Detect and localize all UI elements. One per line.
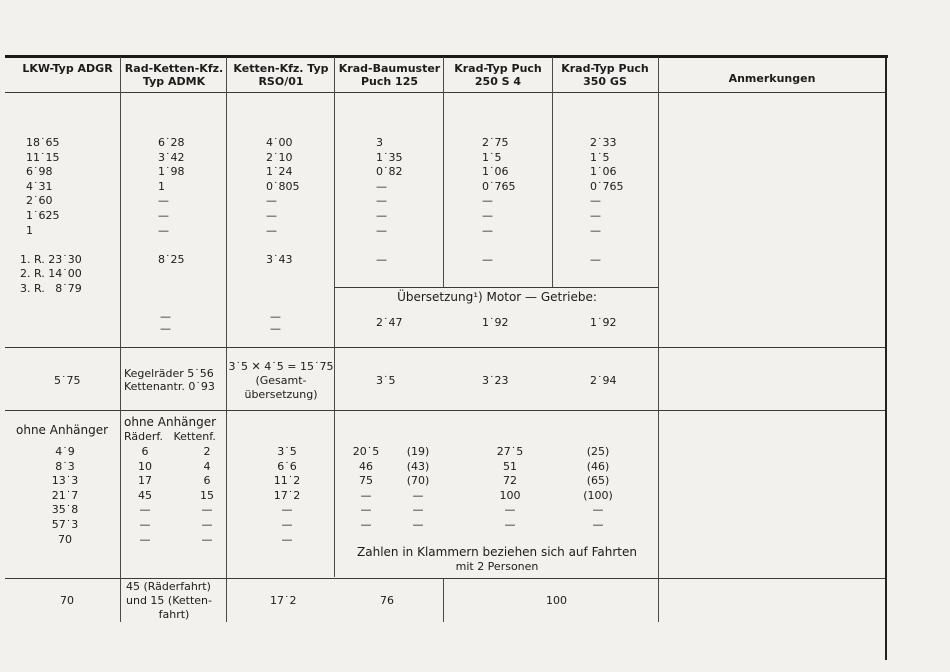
s2-col3-line3: übersetzung) <box>244 388 318 401</box>
header-puch-350: Krad-Typ Puch 350 GS <box>561 62 649 88</box>
cell: 4 <box>203 459 211 473</box>
cell: (25) <box>586 445 610 458</box>
cell: 0˙765 <box>590 179 624 193</box>
header-rad-ketten: Rad-Ketten-Kfz. Typ ADMK <box>124 62 224 88</box>
cell: — <box>376 179 387 193</box>
cell: — <box>266 223 277 237</box>
cell: (100) <box>583 488 613 502</box>
motor-col2-b: — <box>160 322 171 335</box>
s2-col3-line1: 3˙5 ✕ 4˙5 = 15˙75 <box>228 360 334 373</box>
cell: — <box>412 503 424 517</box>
cell: 1˙35 <box>376 150 403 164</box>
cell: 17˙2 <box>273 488 301 502</box>
cell: 15 <box>200 488 214 502</box>
s4-col56: 100 <box>546 594 567 607</box>
s3-col3 <box>262 445 312 547</box>
cell: — <box>201 517 213 531</box>
cell: — <box>281 517 293 531</box>
cell: — <box>201 532 213 546</box>
section1-col3 <box>266 136 316 267</box>
s3-col2b <box>192 445 222 547</box>
cell: — <box>482 194 493 208</box>
header-puch-125: Krad-Baumuster Puch 125 <box>338 62 441 88</box>
cell: 2˙10 <box>266 150 293 164</box>
motor-rule <box>334 287 658 288</box>
cell <box>590 238 640 253</box>
cell: — <box>590 252 601 266</box>
cell: 46 <box>359 459 373 473</box>
s4-col2-line1: 45 (Räderfahrt) <box>126 580 211 593</box>
right-border <box>885 57 887 660</box>
cell: 20˙5 <box>352 445 380 458</box>
cell: 57˙3 <box>51 517 79 531</box>
cell: (70) <box>406 474 430 488</box>
col-divider-3 <box>334 57 335 577</box>
cell: — <box>266 194 277 208</box>
cell: — <box>376 223 387 237</box>
cell: — <box>360 488 372 502</box>
s4-col1: 70 <box>60 594 74 607</box>
cell: 0˙82 <box>376 165 403 179</box>
top-rule <box>5 55 888 58</box>
section4-rule <box>5 578 885 579</box>
cell: 45 <box>138 488 152 502</box>
s3-col4b <box>398 445 438 533</box>
col-divider-5 <box>552 57 553 287</box>
col-divider-2 <box>226 57 227 622</box>
cell: 1 <box>26 223 33 237</box>
cell: 1. R. 23˙30 <box>20 252 82 266</box>
cell: — <box>360 517 372 531</box>
cell: 27˙5 <box>496 445 524 458</box>
cell: — <box>281 532 293 546</box>
cell: (19) <box>406 445 430 458</box>
motor-col6: 1˙92 <box>590 316 617 329</box>
s2-col2-line2: Kettenantr. 0˙93 <box>124 380 215 393</box>
s4-col2-line3: fahrt) <box>158 608 190 621</box>
cell: — <box>158 223 169 237</box>
cell: — <box>504 517 516 531</box>
section1-col2 <box>158 136 208 267</box>
cell: 3˙43 <box>266 252 293 266</box>
cell <box>158 238 208 253</box>
cell <box>26 238 116 253</box>
cell: 6˙28 <box>158 136 185 149</box>
cell: — <box>590 194 601 208</box>
cell: — <box>139 532 151 546</box>
cell: — <box>590 208 601 222</box>
cell: — <box>504 503 516 517</box>
cell: 2˙33 <box>590 136 617 149</box>
cell: — <box>360 503 372 517</box>
cell: 6˙98 <box>26 165 53 179</box>
cell: 100 <box>499 488 521 502</box>
cell: 35˙8 <box>51 503 79 517</box>
cell: 1˙24 <box>266 165 293 179</box>
cell: 0˙805 <box>266 179 300 193</box>
cell: 8˙25 <box>158 252 185 266</box>
cell: 1˙5 <box>482 150 502 164</box>
cell: 1˙98 <box>158 165 185 179</box>
cell: 1˙06 <box>590 165 617 179</box>
cell: 1˙5 <box>590 150 610 164</box>
col-divider-1 <box>120 57 121 622</box>
header-rule <box>5 92 885 93</box>
section3-rule <box>5 410 885 411</box>
motor-col3: — <box>270 310 281 323</box>
cell: 17 <box>138 474 152 488</box>
cell: 4˙31 <box>26 179 53 193</box>
cell: — <box>592 517 604 531</box>
motor-col2: — <box>160 310 171 323</box>
s3-col1-head: ohne Anhänger <box>16 423 109 437</box>
section1-col1 <box>20 136 116 297</box>
cell: 2˙60 <box>26 194 53 208</box>
cell: 21˙7 <box>51 488 79 502</box>
header-lkw-typ: LKW-Typ ADGR <box>22 62 113 75</box>
motor-col4: 2˙47 <box>376 316 403 329</box>
cell: 0˙765 <box>482 179 516 193</box>
s3-col2-head2: Räderf. Kettenf. <box>124 430 216 443</box>
s2-col6: 2˙94 <box>590 374 617 387</box>
cell: 3. R. 8˙79 <box>20 281 82 295</box>
cell: 11˙15 <box>26 150 60 164</box>
section1-col4 <box>376 136 426 267</box>
cell: — <box>139 503 151 517</box>
s3-col5a <box>490 445 530 533</box>
cell <box>266 238 316 253</box>
cell: — <box>412 488 424 502</box>
cell: — <box>376 194 387 208</box>
s2-col2-line1: Kegelräder 5˙56 <box>124 367 214 380</box>
cell: 6 <box>203 474 211 488</box>
cell: 75 <box>359 474 373 488</box>
col-divider-6 <box>658 57 659 622</box>
cell: 10 <box>138 459 152 473</box>
cell: — <box>590 223 601 237</box>
s3-col2a <box>130 445 160 547</box>
cell: — <box>158 208 169 222</box>
s3-col2-head1: ohne Anhänger <box>124 415 217 429</box>
cell: 2˙75 <box>482 136 509 149</box>
section1-col6 <box>590 136 640 267</box>
cell: — <box>376 252 387 266</box>
s3-col4a <box>346 445 386 533</box>
cell: 2 <box>203 445 211 458</box>
motor-ratio-label: Übersetzung¹) Motor — Getriebe: <box>397 290 597 304</box>
header-anmerkungen: Anmerkungen <box>728 72 816 85</box>
cell: (46) <box>586 459 610 473</box>
cell <box>376 238 426 253</box>
header-puch-250: Krad-Typ Puch 250 S 4 <box>454 62 542 88</box>
s3-col1 <box>40 445 90 547</box>
cell: 3˙5 <box>277 445 297 458</box>
s4-col3: 17˙2 <box>270 594 297 607</box>
header-ketten-kfz: Ketten-Kfz. Typ RSO/01 <box>233 62 329 88</box>
s3-note-line1: Zahlen in Klammern beziehen sich auf Fahrten <box>357 545 637 559</box>
cell <box>482 238 532 253</box>
cell: 51 <box>503 459 517 473</box>
cell: 2. R. 14˙00 <box>20 267 82 281</box>
s4-col2-line2: und 15 (Ketten- <box>126 594 212 607</box>
cell: 11˙2 <box>273 474 301 488</box>
cell: — <box>592 503 604 517</box>
cell: 1˙06 <box>482 165 509 179</box>
cell: — <box>376 208 387 222</box>
cell: 6˙6 <box>277 459 297 473</box>
cell: — <box>482 223 493 237</box>
s4-col4: 76 <box>380 594 394 607</box>
cell: 1˙625 <box>26 208 60 222</box>
cell: (43) <box>406 459 430 473</box>
cell: — <box>139 517 151 531</box>
cell: 1 <box>158 179 165 193</box>
s3-note-line2: mit 2 Personen <box>455 560 539 573</box>
section2-rule <box>5 347 885 348</box>
cell: 4˙9 <box>55 445 75 458</box>
cell: 3˙42 <box>158 150 185 164</box>
cell: 70 <box>58 532 72 546</box>
motor-col3-b: — <box>270 322 281 335</box>
s2-col3-line2: (Gesamt- <box>255 374 307 387</box>
s3-col5b <box>575 445 621 533</box>
cell: — <box>412 517 424 531</box>
section1-col5 <box>482 136 532 267</box>
cell: 18˙65 <box>26 136 60 149</box>
cell: — <box>201 503 213 517</box>
motor-col5: 1˙92 <box>482 316 509 329</box>
col-divider-4 <box>443 57 444 287</box>
s2-col4: 3˙5 <box>376 374 396 387</box>
cell: — <box>281 503 293 517</box>
cell: — <box>482 208 493 222</box>
cell: — <box>158 194 169 208</box>
cell: 6 <box>141 445 149 458</box>
cell: — <box>266 208 277 222</box>
cell: 4˙00 <box>266 136 293 149</box>
s2-col5: 3˙23 <box>482 374 509 387</box>
cell: 72 <box>503 474 517 488</box>
cell: 3 <box>376 136 383 149</box>
col-divider-4b <box>443 578 444 622</box>
cell: 8˙3 <box>55 459 75 473</box>
cell: — <box>482 252 493 266</box>
s2-col1: 5˙75 <box>54 374 81 387</box>
cell: 13˙3 <box>51 474 79 488</box>
cell: (65) <box>586 474 610 488</box>
